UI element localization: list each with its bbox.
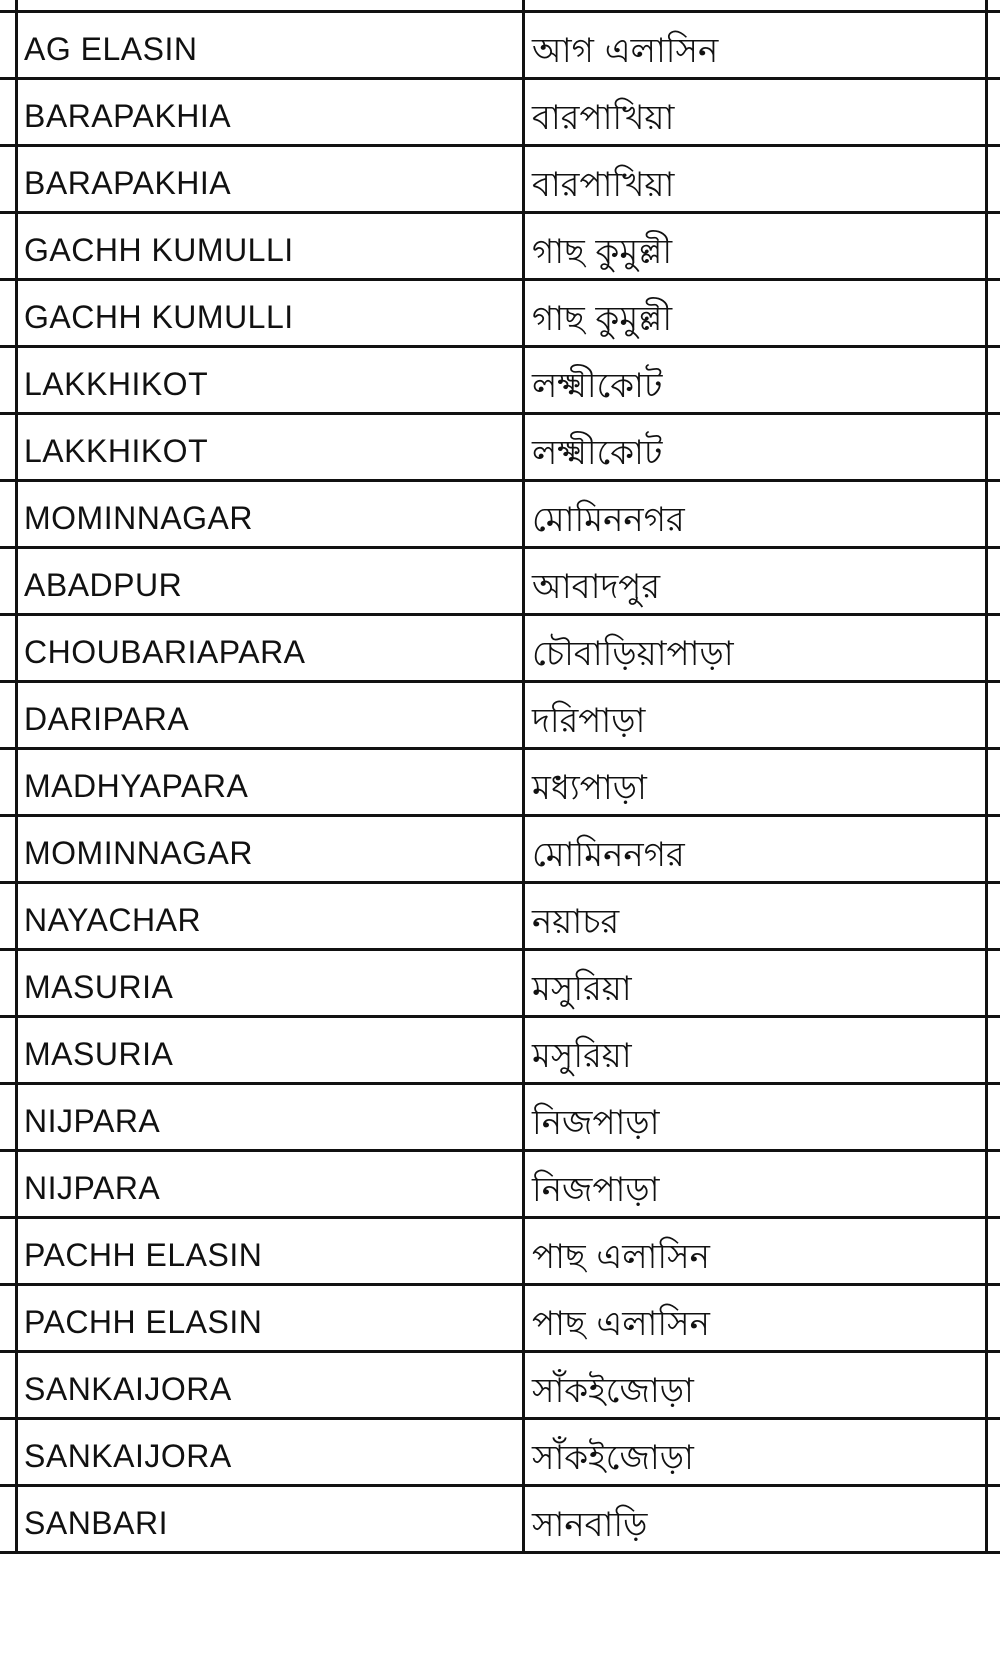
cell-bengali-name: নিজপাড়া — [532, 1103, 660, 1143]
cell-english-name: NIJPARA — [24, 1170, 161, 1206]
cell-english-name: MOMINNAGAR — [24, 835, 253, 871]
cell-english-name: MASURIA — [24, 969, 174, 1005]
cell-english-name: MADHYAPARA — [24, 768, 249, 804]
table-row — [0, 348, 1000, 415]
table-row — [0, 817, 1000, 884]
table-row — [0, 214, 1000, 281]
cell-english-name: ABADPUR — [24, 567, 183, 603]
table-row — [0, 683, 1000, 750]
table-row — [0, 482, 1000, 549]
table-right-border — [985, 0, 988, 1554]
cell-bengali-name: বারপাখিয়া — [532, 165, 675, 205]
cell-bengali-name: লক্ষ্মীকোট — [532, 433, 663, 473]
cell-bengali-name: সানবাড়ি — [532, 1505, 648, 1545]
table-row — [0, 1420, 1000, 1487]
table-row — [0, 1353, 1000, 1420]
table-row — [0, 415, 1000, 482]
table-row — [0, 750, 1000, 817]
cell-english-name: SANBARI — [24, 1505, 168, 1541]
table-row — [0, 616, 1000, 683]
cell-english-name: LAKKHIKOT — [24, 433, 209, 469]
cell-english-name: AG ELASIN — [24, 31, 198, 67]
cell-english-name: BARAPAKHIA — [24, 165, 232, 201]
cell-bengali-name: আবাদপুর — [532, 567, 661, 607]
cell-english-name: NIJPARA — [24, 1103, 161, 1139]
cell-english-name: GACHH KUMULLI — [24, 232, 294, 268]
table-row — [0, 549, 1000, 616]
cell-bengali-name: সাঁকইজোড়া — [532, 1371, 694, 1411]
cell-english-name: NAYACHAR — [24, 902, 202, 938]
cell-english-name: SANKAIJORA — [24, 1438, 232, 1474]
table-row — [0, 1487, 1000, 1554]
cell-bengali-name: বারপাখিয়া — [532, 98, 675, 138]
cell-english-name: GACHH KUMULLI — [24, 299, 294, 335]
table-row — [0, 884, 1000, 951]
cell-english-name: MOMINNAGAR — [24, 500, 253, 536]
cell-english-name: SANKAIJORA — [24, 1371, 232, 1407]
cell-bengali-name: নয়াচর — [532, 902, 620, 942]
table-row — [0, 1286, 1000, 1353]
cell-bengali-name: মোমিননগর — [532, 500, 685, 540]
cell-bengali-name: গাছ কুমুল্লী — [532, 232, 673, 272]
cell-bengali-name: লক্ষ্মীকোট — [532, 366, 663, 406]
cell-bengali-name: মধ্যপাড়া — [532, 768, 647, 808]
cell-english-name: DARIPARA — [24, 701, 190, 737]
cell-bengali-name: নিজপাড়া — [532, 1170, 660, 1210]
cell-bengali-name: মোমিননগর — [532, 835, 685, 875]
table-row — [0, 1219, 1000, 1286]
table-row — [0, 1018, 1000, 1085]
table-row — [0, 281, 1000, 348]
table-row — [0, 1085, 1000, 1152]
cell-bengali-name: পাছ এলাসিন — [532, 1237, 710, 1277]
cell-bengali-name: মসুরিয়া — [532, 1036, 632, 1076]
cell-english-name: CHOUBARIAPARA — [24, 634, 306, 670]
cell-bengali-name: গাছ কুমুল্লী — [532, 299, 673, 339]
cell-bengali-name: পাছ এলাসিন — [532, 1304, 710, 1344]
cell-bengali-name: সাঁকইজোড়া — [532, 1438, 694, 1478]
cell-english-name: PACHH ELASIN — [24, 1237, 263, 1273]
cell-bengali-name: দরিপাড়া — [532, 701, 646, 741]
cell-bengali-name: মসুরিয়া — [532, 969, 632, 1009]
table-row — [0, 1152, 1000, 1219]
cell-english-name: LAKKHIKOT — [24, 366, 209, 402]
table-row — [0, 13, 1000, 80]
table-column-divider — [522, 0, 525, 1554]
cell-bengali-name: চৌবাড়িয়াপাড়া — [532, 634, 734, 674]
table-row — [0, 147, 1000, 214]
table-left-border — [15, 0, 18, 1554]
table-row — [0, 951, 1000, 1018]
cell-english-name: PACHH ELASIN — [24, 1304, 263, 1340]
cell-english-name: BARAPAKHIA — [24, 98, 232, 134]
cell-english-name: MASURIA — [24, 1036, 174, 1072]
table-row — [0, 80, 1000, 147]
cell-bengali-name: আগ এলাসিন — [532, 31, 719, 71]
